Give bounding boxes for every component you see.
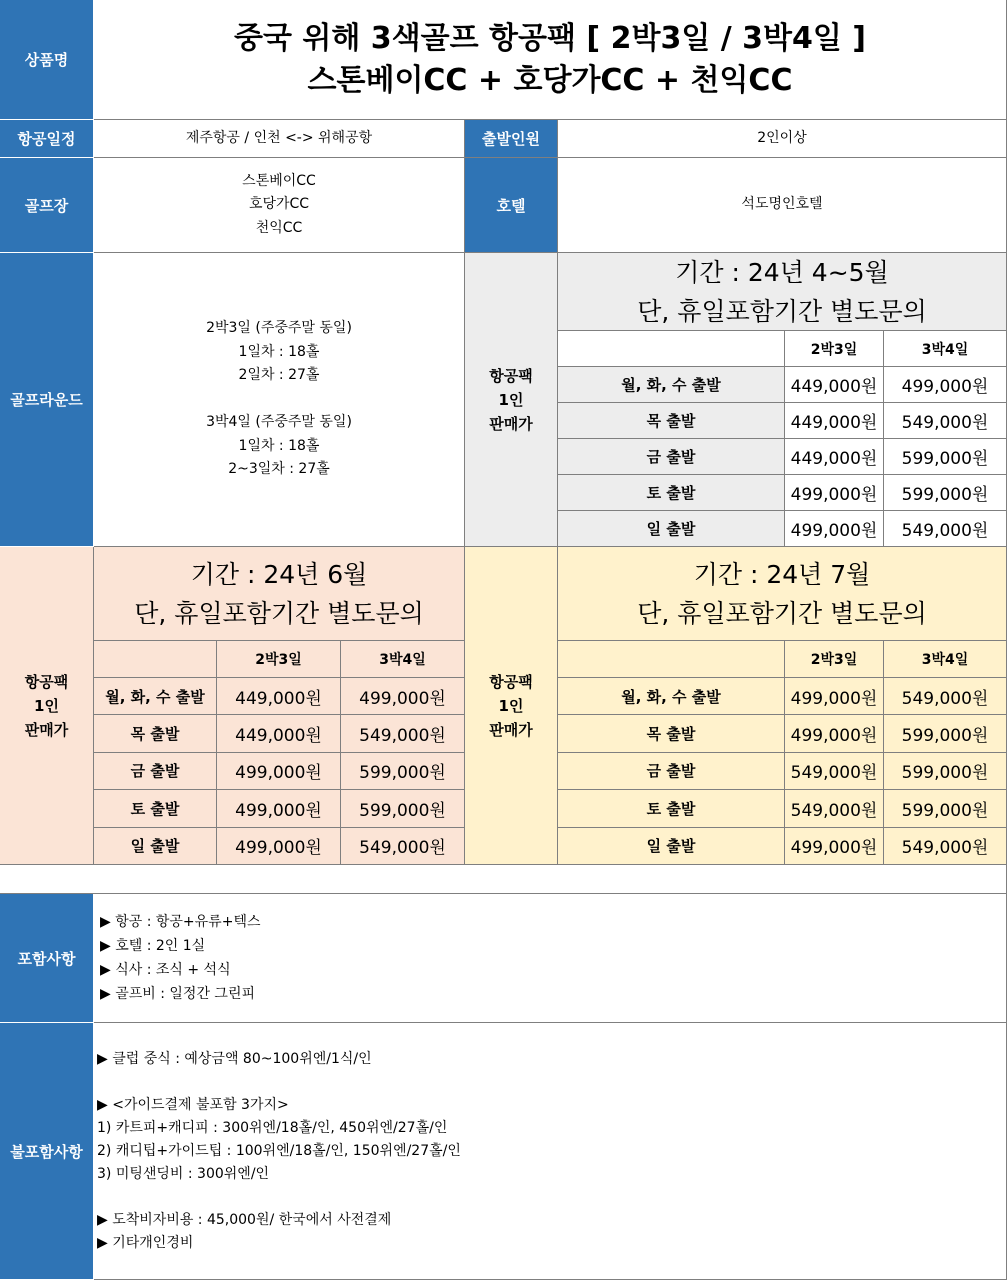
departure-people-value-text: 2인이상 [757,129,807,146]
package-price-label-2 [0,547,94,865]
package-price-label-text: 항공팩 [489,672,533,691]
column-header-text: 2박3일 [810,652,858,668]
hotel-value [558,158,1007,253]
price-3n4d: 549,000원 [341,715,465,752]
package-price-label-1 [465,253,558,547]
price-2n3d: 499,000원 [785,475,884,511]
row-day: 금 출발 [558,439,785,475]
row-day: 목 출발 [558,715,785,752]
title-line-1: 중국 위해 3색골프 항공팩 [ 2박3일 / 3박4일 ] [233,20,867,56]
period-line: 기간 : 24년 4~5월 [675,257,889,287]
list-item: 1) 카트피+캐디피 : 300위엔/18홀/인, 450위엔/27홀/인 [97,1119,448,1136]
price-2n3d: 549,000원 [785,753,884,790]
period-line: 기간 : 24년 6월 [190,559,368,589]
package-price-label-text: 판매가 [489,720,533,739]
package-price-label-text: 1인 [498,696,524,715]
golf-round-line: 1일차 : 18홀 [238,437,320,454]
column-header-text: 3박4일 [921,652,969,668]
row-day: 일 출발 [558,828,785,865]
golf-round-line: 2박3일 (주중주말 동일) [206,320,352,337]
row-day: 토 출발 [558,475,785,511]
period-line: 단, 휴일포함기간 별도문의 [637,598,927,628]
price-2n3d: 499,000원 [217,828,341,865]
package-price-label-text: 판매가 [489,414,533,433]
package-price-label-text: 1인 [498,390,524,409]
price-2n3d: 449,000원 [217,715,341,752]
list-item: ▶ <가이드결제 불포함 3가지> [97,1096,289,1113]
golf-course-value [94,158,465,253]
period-heading-june [94,547,465,641]
column-header-empty [558,641,785,678]
golf-round-line: 2~3일차 : 27홀 [228,461,330,478]
golf-course-label [0,158,94,253]
row-day: 토 출발 [94,790,217,827]
price-2n3d: 449,000원 [217,678,341,715]
golf-round-line: 3박4일 (주중주말 동일) [206,414,352,431]
list-item: ▶ 기타개인경비 [97,1234,194,1251]
price-3n4d: 599,000원 [884,790,1007,827]
period-line: 단, 휴일포함기간 별도문의 [134,598,424,628]
included-value [94,894,1007,1023]
price-2n3d: 499,000원 [217,790,341,827]
price-2n3d: 449,000원 [785,403,884,439]
package-price-label-text: 항공팩 [489,366,533,385]
departure-people-label-text: 출발인원 [482,130,540,148]
row-day: 월, 화, 수 출발 [558,367,785,403]
list-item: ▶ 항공 : 항공+유류+텍스 [100,914,261,930]
list-item: ▶ 식사 : 조식 + 석식 [100,962,231,978]
flight-value-text: 제주항공 / 인천 <-> 위해공항 [185,129,373,146]
column-header-empty [558,331,785,367]
period-heading-july [558,547,1007,641]
column-header-text: 3박4일 [379,652,426,668]
package-price-label-3 [465,547,558,865]
list-item: ▶ 도착비자비용 : 45,000원/ 한국에서 사전결제 [97,1211,392,1228]
included-label-text: 포함사항 [17,949,76,968]
price-3n4d: 549,000원 [884,403,1007,439]
departure-people-value [558,120,1007,158]
hotel-label-text: 호텔 [496,196,526,215]
price-2n3d: 499,000원 [217,753,341,790]
price-2n3d: 499,000원 [785,828,884,865]
golf-course-2: 호당가CC [248,196,310,213]
price-3n4d: 549,000원 [341,828,465,865]
period-line: 기간 : 24년 7월 [693,559,871,589]
excluded-label [0,1023,94,1280]
price-3n4d: 499,000원 [341,678,465,715]
price-3n4d: 549,000원 [884,678,1007,715]
package-price-label-text: 1인 [34,696,59,715]
golf-round-label [0,253,94,547]
row-day: 목 출발 [94,715,217,752]
excluded-value [94,1023,1007,1280]
column-header-2n3d [785,331,884,367]
column-header-3n4d [884,331,1007,367]
golf-course-1: 스톤베이CC [242,172,316,189]
flight-value [94,120,465,158]
golf-round-value [94,253,465,547]
list-item: ▶ 클럽 중식 : 예상금액 80~100위엔/1식/인 [97,1050,372,1067]
row-day: 월, 화, 수 출발 [94,678,217,715]
golf-course-label-text: 골프장 [24,196,69,215]
price-2n3d: 449,000원 [785,367,884,403]
title-line-2: 스톤베이CC + 호당가CC + 천익CC [307,62,793,98]
product-label [0,0,94,120]
price-2n3d: 499,000원 [785,678,884,715]
column-header-3n4d [341,641,465,678]
hotel-value-text: 석도명인호텔 [741,196,823,213]
price-3n4d: 599,000원 [341,753,465,790]
list-item: ▶ 골프비 : 일정간 그린피 [100,986,255,1002]
row-day: 금 출발 [558,753,785,790]
row-day: 금 출발 [94,753,217,790]
price-3n4d: 599,000원 [884,475,1007,511]
product-label-text: 상품명 [24,51,69,69]
included-label [0,894,94,1023]
list-item: 3) 미팅샌딩비 : 300위엔/인 [97,1165,270,1182]
hotel-label [465,158,558,253]
price-2n3d: 549,000원 [785,790,884,827]
column-header-2n3d [785,641,884,678]
golf-course-3: 천익CC [255,219,303,236]
row-day: 목 출발 [558,403,785,439]
period-heading-apr-may [558,253,1007,331]
price-3n4d: 549,000원 [884,511,1007,547]
column-header-text: 2박3일 [255,652,302,668]
product-title [94,0,1007,120]
price-3n4d: 599,000원 [341,790,465,827]
price-2n3d: 499,000원 [785,715,884,752]
list-item: 2) 캐디팁+가이드팁 : 100위엔/18홀/인, 150위엔/27홀/인 [97,1142,461,1159]
departure-people-label [465,120,558,158]
price-3n4d: 599,000원 [884,715,1007,752]
column-header-3n4d [884,641,1007,678]
flight-label [0,120,94,158]
row-day: 일 출발 [558,511,785,547]
package-price-label-text: 판매가 [24,720,69,739]
price-3n4d: 599,000원 [884,753,1007,790]
row-day: 토 출발 [558,790,785,827]
price-2n3d: 499,000원 [785,511,884,547]
price-3n4d: 599,000원 [884,439,1007,475]
period-line: 단, 휴일포함기간 별도문의 [637,296,927,326]
golf-round-line: 2일차 : 27홀 [238,367,320,384]
spacer-row [0,865,1007,894]
package-price-label-text: 항공팩 [24,672,69,691]
price-3n4d: 549,000원 [884,828,1007,865]
column-header-empty [94,641,217,678]
price-3n4d: 499,000원 [884,367,1007,403]
excluded-label-text: 불포함사항 [10,1142,83,1161]
list-item: ▶ 호텔 : 2인 1실 [100,938,206,954]
flight-label-text: 항공일정 [17,130,76,148]
column-header-text: 2박3일 [810,341,858,358]
golf-round-label-text: 골프라운드 [10,391,83,409]
price-2n3d: 449,000원 [785,439,884,475]
row-day: 월, 화, 수 출발 [558,678,785,715]
column-header-text: 3박4일 [921,341,969,358]
column-header-2n3d [217,641,341,678]
golf-round-line: 1일차 : 18홀 [238,343,320,360]
row-day: 일 출발 [94,828,217,865]
